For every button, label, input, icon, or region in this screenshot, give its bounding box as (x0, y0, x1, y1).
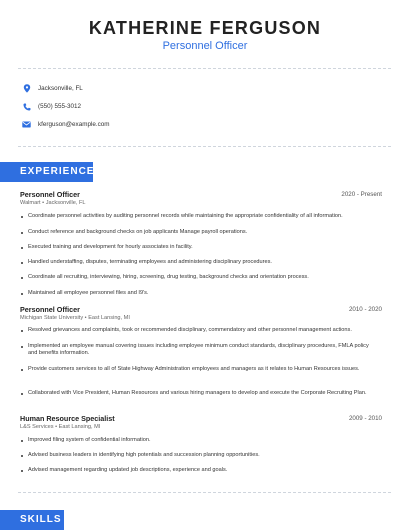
skills-heading: SKILLS (0, 510, 64, 530)
job-dates: 2020 - Present (341, 191, 382, 198)
candidate-title: Personnel Officer (162, 40, 248, 52)
bullet-item: Implemented an employee manual covering issues including employee minimum conduct standards, disciplinary procedures, FMLA policy and benefits information. (20, 343, 378, 357)
job-dates: 2010 - 2020 (348, 306, 382, 313)
bullet-item: Maintained all employee personnel files and I9's. (20, 290, 378, 297)
phone-icon (22, 102, 31, 111)
job-title: Personnel Officer (20, 305, 80, 314)
job-title: Personnel Officer (20, 190, 80, 199)
company-name: Walmart (20, 200, 41, 206)
bullet-item: Advised business leaders in identifying high potentials and succession planning opportunities. (20, 452, 378, 459)
bullet-item: Coordinate personnel activities by auditing personnel records while maintaining the appropriate confidentiality of all information. (20, 213, 378, 220)
contact-phone (22, 102, 81, 111)
job-employer: Walmart • Jacksonville, FL (20, 200, 86, 206)
contact-divider (18, 146, 391, 147)
bullet-item: Advised management regarding updated job descriptions, experience and goals. (20, 467, 378, 474)
company-location: East Lansing, MI (88, 315, 130, 321)
location-text: Jacksonville, FL (38, 85, 83, 92)
contact-location (22, 84, 83, 93)
experience-divider (18, 492, 391, 493)
header-divider (18, 68, 391, 69)
company-name: Michigan State University (20, 315, 84, 321)
contact-email (22, 120, 110, 129)
company-name: L&S Services (20, 424, 54, 430)
bullet-item: Provide customers services to all of State Highway Administration employees and managers as it relates to Human Resources issues. (20, 366, 378, 373)
bullet-item: Conduct reference and background checks on job applicants Manage payroll operations. (20, 229, 378, 236)
bullet-item: Handled understaffing, disputes, terminating employees and administering disciplinary procedures. (20, 259, 378, 266)
email-text: kferguson@example.com (38, 121, 110, 128)
map-pin-icon (22, 84, 31, 93)
phone-text: (550) 555-3012 (38, 103, 82, 110)
job-employer: L&S Services • East Lansing, MI (20, 424, 101, 430)
bullet-item: Resolved grievances and complaints, took or recommended disciplinary, commendatory and other personnel management actions. (20, 327, 378, 334)
job-dates: 2009 - 2010 (348, 415, 382, 422)
company-location: East Lansing, MI (58, 424, 101, 430)
bullet-item: Improved filing system of confidential information. (20, 437, 378, 444)
bullet-item: Coordinate all recruiting, interviewing, hiring, screening, drug testing, background checks and orientation process. (20, 274, 378, 281)
email-icon (22, 120, 31, 129)
experience-heading: EXPERIENCE (0, 162, 93, 182)
job-employer: Michigan State University • East Lansing, MI (20, 315, 130, 321)
bullet-item: Executed training and development for hourly associates in facility. (20, 244, 378, 251)
bullet-item: Collaborated with Vice President, Human Resources and various hiring managers to develop and execute the Corporate Recruiting Plan. (20, 390, 378, 397)
candidate-name: KATHERINE FERGUSON (88, 18, 322, 38)
job-title: Human Resource Specialist (20, 414, 115, 423)
company-location: Jacksonville, FL (45, 200, 86, 206)
